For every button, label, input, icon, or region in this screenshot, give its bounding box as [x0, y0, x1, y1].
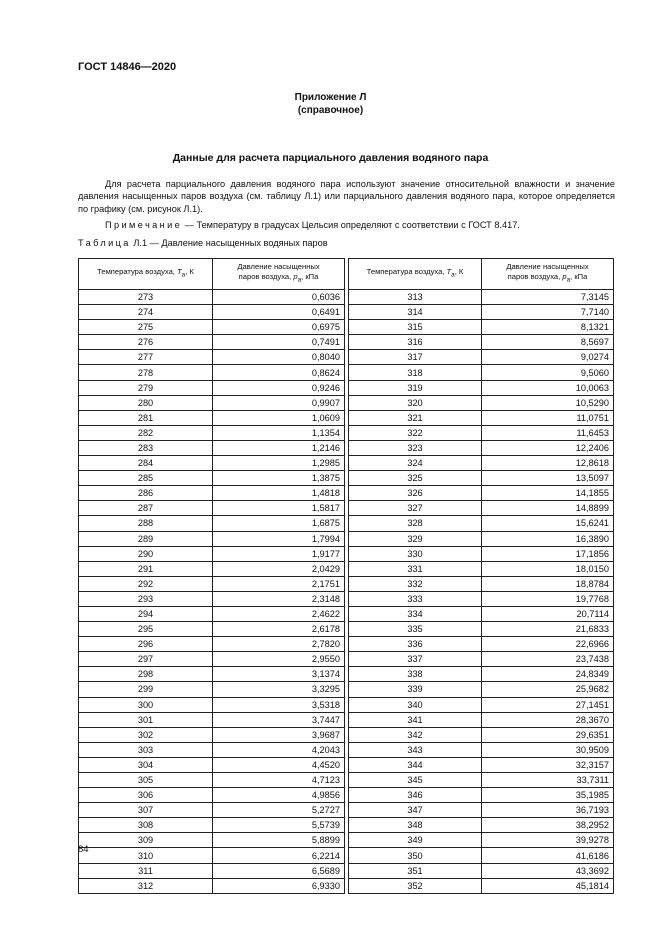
table-row — [79, 440, 614, 455]
pressure-cell: 0,8624 — [213, 365, 345, 380]
temperature-cell: 348 — [349, 818, 482, 833]
section-title: Данные для расчета парциального давления водяного пара — [172, 152, 489, 164]
pressure-cell: 2,4622 — [213, 606, 345, 621]
pressure-cell: 12,8618 — [482, 456, 614, 471]
temperature-cell: 276 — [79, 335, 213, 350]
pressure-cell: 32,3157 — [482, 757, 614, 772]
temperature-cell: 316 — [349, 335, 482, 350]
temperature-cell: 300 — [79, 697, 213, 712]
pressure-cell: 11,6453 — [482, 425, 614, 440]
pressure-cell: 1,5817 — [213, 501, 345, 516]
temperature-cell: 310 — [79, 848, 213, 863]
temperature-cell: 307 — [79, 803, 213, 818]
temperature-cell: 321 — [349, 410, 482, 425]
pressure-cell: 2,7820 — [213, 637, 345, 652]
pressure-cell: 1,2146 — [213, 440, 345, 455]
table-row — [79, 531, 614, 546]
pressure-cell: 39,9278 — [482, 833, 614, 848]
temperature-cell: 314 — [349, 305, 482, 320]
table-row — [79, 305, 614, 320]
pressure-cell: 45,1814 — [482, 878, 614, 893]
pressure-cell: 33,7311 — [482, 773, 614, 788]
temperature-cell: 330 — [349, 546, 482, 561]
temperature-cell: 318 — [349, 365, 482, 380]
temperature-cell: 352 — [349, 878, 482, 893]
pressure-cell: 3,7447 — [213, 712, 345, 727]
temperature-cell: 328 — [349, 516, 482, 531]
temperature-cell: 349 — [349, 833, 482, 848]
pressure-cell: 4,7123 — [213, 773, 345, 788]
document-code: ГОСТ 14846—2020 — [78, 61, 177, 73]
temperature-cell: 345 — [349, 773, 482, 788]
pressure-cell: 17,1856 — [482, 546, 614, 561]
table-row — [79, 486, 614, 501]
table-row — [79, 365, 614, 380]
temperature-cell: 283 — [79, 440, 213, 455]
temperature-cell: 292 — [79, 576, 213, 591]
temperature-cell: 347 — [349, 803, 482, 818]
intro-text: Для расчета парциального давления водяного пара используют значение относительной влажности и значение давления насыщенных паров воздуха (см. таблицу Л.1) или парциального давления водяного пара, которое определяется по графику (см. рисунок Л.1). — [78, 179, 615, 214]
temperature-cell: 339 — [349, 682, 482, 697]
appendix-subtitle: (справочное) — [297, 105, 364, 116]
table-row — [79, 742, 614, 757]
header-pressure-right: Давление насыщенных паров воздуха, $p_a$, кПа — [482, 259, 614, 290]
pressure-cell: 14,1855 — [482, 486, 614, 501]
table-header-row — [79, 259, 614, 290]
temperature-cell: 319 — [349, 380, 482, 395]
pressure-cell: 19,7768 — [482, 591, 614, 606]
table-row — [79, 350, 614, 365]
pressure-cell: 1,3875 — [213, 471, 345, 486]
table-row — [79, 320, 614, 335]
pressure-cell: 12,2406 — [482, 440, 614, 455]
table-row — [79, 425, 614, 440]
table-row — [79, 576, 614, 591]
table-row — [79, 546, 614, 561]
temperature-cell: 344 — [349, 757, 482, 772]
table-caption — [78, 238, 328, 248]
pressure-cell: 18,8784 — [482, 576, 614, 591]
temperature-cell: 293 — [79, 591, 213, 606]
saturated-vapor-pressure-table — [78, 258, 614, 894]
pressure-cell: 4,9856 — [213, 788, 345, 803]
pressure-cell: 20,7114 — [482, 606, 614, 621]
temperature-cell: 325 — [349, 471, 482, 486]
note-label: Примечание — [105, 220, 183, 230]
table-row — [79, 501, 614, 516]
temperature-cell: 322 — [349, 425, 482, 440]
pressure-cell: 6,2214 — [213, 848, 345, 863]
table-row — [79, 878, 614, 893]
pressure-cell: 1,0609 — [213, 410, 345, 425]
table-row — [79, 516, 614, 531]
temperature-cell: 337 — [349, 652, 482, 667]
temperature-cell: 309 — [79, 833, 213, 848]
temperature-cell: 333 — [349, 591, 482, 606]
pressure-cell: 1,2985 — [213, 456, 345, 471]
pressure-cell: 0,6036 — [213, 290, 345, 305]
temperature-cell: 341 — [349, 712, 482, 727]
table-row — [79, 727, 614, 742]
temperature-cell: 284 — [79, 456, 213, 471]
temperature-cell: 287 — [79, 501, 213, 516]
temperature-cell: 305 — [79, 773, 213, 788]
pressure-cell: 0,6491 — [213, 305, 345, 320]
pressure-cell: 43,3692 — [482, 863, 614, 878]
table-row — [79, 456, 614, 471]
pressure-cell: 5,8899 — [213, 833, 345, 848]
pressure-cell: 3,9687 — [213, 727, 345, 742]
temperature-cell: 277 — [79, 350, 213, 365]
temperature-cell: 308 — [79, 818, 213, 833]
temperature-cell: 273 — [79, 290, 213, 305]
table-row — [79, 757, 614, 772]
pressure-cell: 35,1985 — [482, 788, 614, 803]
table-row — [79, 380, 614, 395]
pressure-cell: 6,9330 — [213, 878, 345, 893]
temperature-cell: 296 — [79, 637, 213, 652]
pressure-cell: 25,9682 — [482, 682, 614, 697]
temperature-cell: 317 — [349, 350, 482, 365]
pressure-cell: 9,5060 — [482, 365, 614, 380]
temperature-cell: 343 — [349, 742, 482, 757]
pressure-cell: 3,1374 — [213, 667, 345, 682]
temperature-cell: 303 — [79, 742, 213, 757]
temperature-cell: 315 — [349, 320, 482, 335]
table-row — [79, 290, 614, 305]
temperature-cell: 289 — [79, 531, 213, 546]
table-row — [79, 335, 614, 350]
temperature-cell: 301 — [79, 712, 213, 727]
table-row — [79, 682, 614, 697]
temperature-cell: 346 — [349, 788, 482, 803]
pressure-cell: 4,4520 — [213, 757, 345, 772]
pressure-cell: 10,0063 — [482, 380, 614, 395]
pressure-cell: 38,2952 — [482, 818, 614, 833]
temperature-cell: 331 — [349, 561, 482, 576]
table-row — [79, 697, 614, 712]
table-row — [79, 652, 614, 667]
pressure-cell: 4,2043 — [213, 742, 345, 757]
pressure-cell: 22,6966 — [482, 637, 614, 652]
temperature-cell: 327 — [349, 501, 482, 516]
header-temperature-left: Температура воздуха, $T_a$, К — [79, 259, 213, 290]
table-row — [79, 622, 614, 637]
note — [105, 220, 520, 230]
temperature-cell: 334 — [349, 606, 482, 621]
pressure-cell: 14,8899 — [482, 501, 614, 516]
table-row — [79, 637, 614, 652]
pressure-cell: 15,6241 — [482, 516, 614, 531]
pressure-cell: 30,9509 — [482, 742, 614, 757]
temperature-cell: 282 — [79, 425, 213, 440]
pressure-cell: 6,5689 — [213, 863, 345, 878]
temperature-cell: 338 — [349, 667, 482, 682]
table-row — [79, 471, 614, 486]
pressure-cell: 28,3670 — [482, 712, 614, 727]
temperature-cell: 312 — [79, 878, 213, 893]
header-pressure-left: Давление насыщенных паров воздуха, $p_a$, кПа — [213, 259, 345, 290]
table-row — [79, 803, 614, 818]
temperature-cell: 295 — [79, 622, 213, 637]
pressure-cell: 41,6186 — [482, 848, 614, 863]
temperature-cell: 326 — [349, 486, 482, 501]
pressure-cell: 1,4818 — [213, 486, 345, 501]
pressure-cell: 11,0751 — [482, 410, 614, 425]
note-text: — Температуру в градусах Цельсия определяют с соответствии с ГОСТ 8.417. — [182, 220, 520, 230]
pressure-cell: 5,2727 — [213, 803, 345, 818]
temperature-cell: 304 — [79, 757, 213, 772]
temperature-cell: 286 — [79, 486, 213, 501]
temperature-cell: 313 — [349, 290, 482, 305]
temperature-cell: 324 — [349, 456, 482, 471]
pressure-cell: 23,7438 — [482, 652, 614, 667]
pressure-cell: 2,6178 — [213, 622, 345, 637]
pressure-cell: 3,3295 — [213, 682, 345, 697]
table-row — [79, 773, 614, 788]
pressure-cell: 13,5097 — [482, 471, 614, 486]
pressure-cell: 8,1321 — [482, 320, 614, 335]
pressure-cell: 1,9177 — [213, 546, 345, 561]
temperature-cell: 311 — [79, 863, 213, 878]
temperature-cell: 288 — [79, 516, 213, 531]
pressure-cell: 7,7140 — [482, 305, 614, 320]
temperature-cell: 290 — [79, 546, 213, 561]
table-row — [79, 410, 614, 425]
table-row — [79, 561, 614, 576]
temperature-cell: 350 — [349, 848, 482, 863]
table-row — [79, 848, 614, 863]
temperature-cell: 274 — [79, 305, 213, 320]
temperature-cell: 351 — [349, 863, 482, 878]
temperature-cell: 335 — [349, 622, 482, 637]
table-row — [79, 591, 614, 606]
temperature-cell: 294 — [79, 606, 213, 621]
pressure-cell: 21,6833 — [482, 622, 614, 637]
pressure-cell: 2,1751 — [213, 576, 345, 591]
table-caption-text: Л.1 — Давление насыщенных водяных паров — [130, 238, 328, 248]
temperature-cell: 278 — [79, 365, 213, 380]
table-row — [79, 833, 614, 848]
pressure-cell: 7,3145 — [482, 290, 614, 305]
pressure-cell: 5,5739 — [213, 818, 345, 833]
temperature-cell: 323 — [349, 440, 482, 455]
temperature-cell: 285 — [79, 471, 213, 486]
temperature-cell: 298 — [79, 667, 213, 682]
table-caption-label: Таблица — [78, 238, 131, 248]
temperature-cell: 299 — [79, 682, 213, 697]
appendix-title: Приложение Л — [294, 92, 367, 103]
pressure-cell: 3,5318 — [213, 697, 345, 712]
pressure-cell: 0,8040 — [213, 350, 345, 365]
temperature-cell: 329 — [349, 531, 482, 546]
pressure-cell: 27,1451 — [482, 697, 614, 712]
pressure-cell: 1,7994 — [213, 531, 345, 546]
pressure-cell: 18,0150 — [482, 561, 614, 576]
temperature-cell: 342 — [349, 727, 482, 742]
pressure-cell: 36,7193 — [482, 803, 614, 818]
pressure-cell: 16,3890 — [482, 531, 614, 546]
table-row — [79, 788, 614, 803]
temperature-cell: 306 — [79, 788, 213, 803]
table-row — [79, 712, 614, 727]
pressure-cell: 1,6875 — [213, 516, 345, 531]
intro-paragraph — [78, 178, 615, 215]
temperature-cell: 279 — [79, 380, 213, 395]
pressure-cell: 1,1354 — [213, 425, 345, 440]
pressure-cell: 2,9550 — [213, 652, 345, 667]
temperature-cell: 280 — [79, 395, 213, 410]
header-temperature-right: Температура воздуха, $T_a$, К — [349, 259, 482, 290]
pressure-cell: 0,9246 — [213, 380, 345, 395]
temperature-cell: 275 — [79, 320, 213, 335]
table-row — [79, 667, 614, 682]
temperature-cell: 320 — [349, 395, 482, 410]
temperature-cell: 340 — [349, 697, 482, 712]
pressure-cell: 29,6351 — [482, 727, 614, 742]
pressure-cell: 2,0429 — [213, 561, 345, 576]
pressure-cell: 0,7491 — [213, 335, 345, 350]
pressure-cell: 10,5290 — [482, 395, 614, 410]
table-row — [79, 818, 614, 833]
pressure-cell: 2,3148 — [213, 591, 345, 606]
temperature-cell: 297 — [79, 652, 213, 667]
table-row — [79, 863, 614, 878]
temperature-cell: 281 — [79, 410, 213, 425]
pressure-cell: 24,8349 — [482, 667, 614, 682]
pressure-cell: 0,9907 — [213, 395, 345, 410]
pressure-cell: 8,5697 — [482, 335, 614, 350]
page-number: 84 — [78, 844, 89, 855]
pressure-cell: 9,0274 — [482, 350, 614, 365]
temperature-cell: 332 — [349, 576, 482, 591]
temperature-cell: 336 — [349, 637, 482, 652]
table-row — [79, 395, 614, 410]
temperature-cell: 302 — [79, 727, 213, 742]
pressure-cell: 0,6975 — [213, 320, 345, 335]
table-row — [79, 606, 614, 621]
temperature-cell: 291 — [79, 561, 213, 576]
